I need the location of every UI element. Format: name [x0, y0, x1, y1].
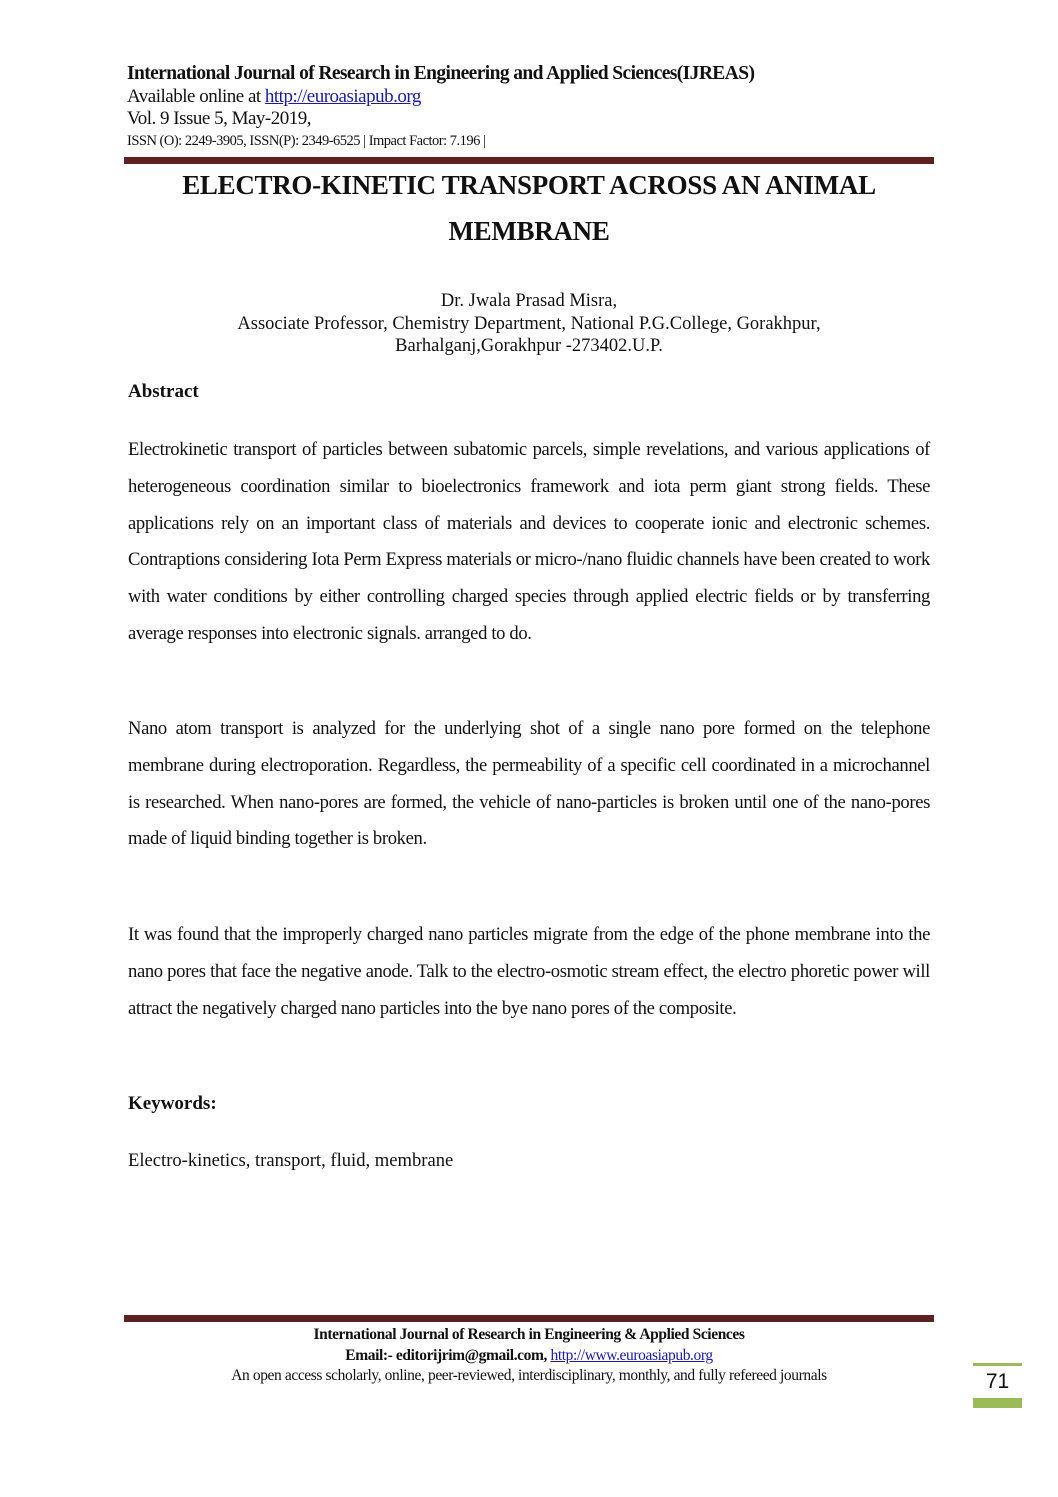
page-number-top-line [973, 1363, 1022, 1366]
author-affiliation-line-1: Associate Professor, Chemistry Department, National P.G.College, Gorakhpur, [237, 314, 821, 334]
footer-journal-name: International Journal of Research in Engineering & Applied Sciences [313, 1326, 745, 1343]
keywords-list: Electro-kinetics, transport, fluid, membrane [128, 1150, 454, 1171]
author-name: Dr. Jwala Prasad Misra, [440, 291, 618, 311]
journal-availability [127, 86, 421, 108]
journal-website-link[interactable]: http://euroasiapub.org [264, 86, 421, 107]
journal-header-title: International Journal of Research in Engineering and Applied Sciences(IJREAS) [127, 63, 755, 84]
footer-website-link[interactable]: http://www.euroasiapub.org [550, 1347, 713, 1364]
keywords-heading: Keywords: [128, 1093, 217, 1114]
author-affiliation-line-2: Barhalganj,Gorakhpur -273402.U.P. [395, 336, 663, 356]
availability-label: Available online at [127, 86, 265, 107]
journal-issn: ISSN (O): 2249-3905, ISSN(P): 2349-6525 | Impact Factor: 7.196 | [127, 133, 486, 149]
footer-tagline: An open access scholarly, online, peer-reviewed, interdisciplinary, monthly, and fully refereed journals [231, 1367, 827, 1384]
footer-divider [124, 1315, 934, 1322]
header-divider [124, 157, 934, 164]
article-title-line-1: ELECTRO-KINETIC TRANSPORT ACROSS AN ANIMAL [182, 170, 876, 200]
abstract-paragraph: Nano atom transport is analyzed for the underlying shot of a single nano pore formed on the telephone membrane during electroporation. Regardless, the permeability of a specific cell coordinated in a microchannel is researched. When nano-pores are formed, the vehicle of nano-particles is broken until one of the nano-pores made of liquid binding together is broken. [128, 718, 930, 850]
footer-email: Email:- editorijrim@gmail.com, [345, 1347, 551, 1364]
abstract-heading: Abstract [128, 381, 199, 402]
journal-volume: Vol. 9 Issue 5, May-2019, [127, 108, 312, 129]
page-number: 71 [985, 1370, 1010, 1393]
abstract-paragraph: Electrokinetic transport of particles between subatomic parcels, simple revelations, and various applications of heterogeneous coordination similar to bioelectronics framework and iota perm giant strong fields. These applications rely on an important class of materials and devices to cooperate ionic and electronic schemes. Contraptions considering Iota Perm Express materials or micro-/nano fluidic channels have been created to work with water conditions by either controlling charged species through applied electric fields or by transferring average responses into electronic signals. arranged to do. [128, 439, 930, 644]
page-number-bottom-bar [973, 1398, 1022, 1408]
footer-contact [124, 1346, 934, 1366]
abstract-paragraph: It was found that the improperly charged nano particles migrate from the edge of the phone membrane into the nano pores that face the negative anode. Talk to the electro-osmotic stream effect, the electro phoretic power will attract the negatively charged nano particles into the bye nano pores of the composite. [128, 924, 930, 1019]
article-title-line-2: MEMBRANE [448, 216, 610, 246]
